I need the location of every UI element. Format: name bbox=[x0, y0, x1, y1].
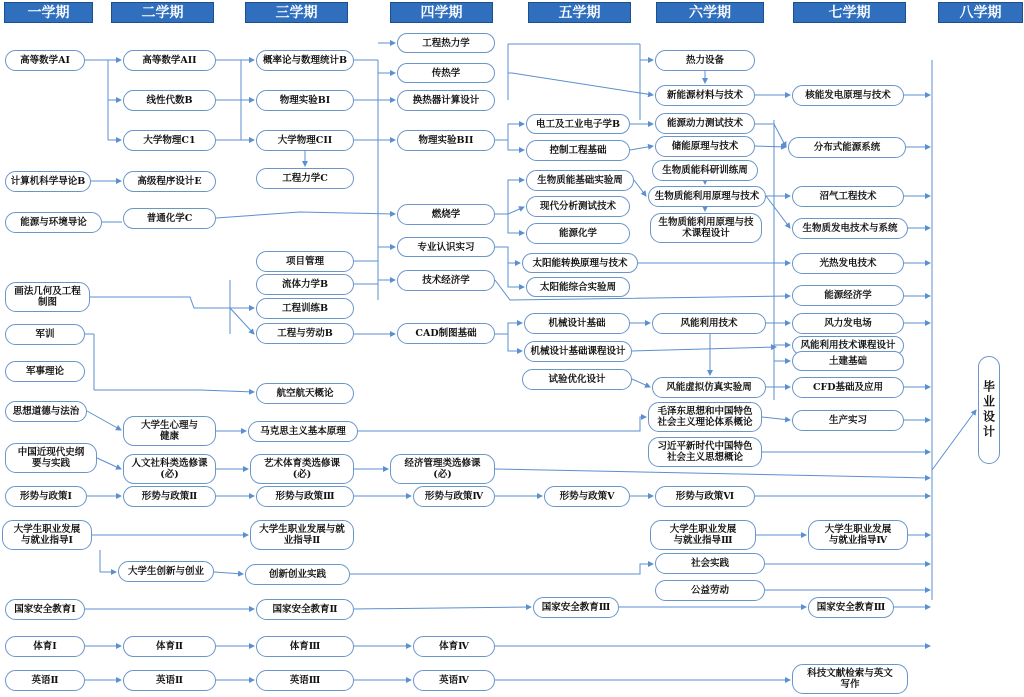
course-node: 能源与环境导论 bbox=[5, 212, 102, 233]
course-node: 项目管理 bbox=[256, 251, 354, 272]
course-node: 国家安全教育Ⅲ bbox=[533, 597, 619, 618]
course-node: 能源经济学 bbox=[792, 285, 904, 306]
course-node: 技术经济学 bbox=[397, 270, 495, 291]
connector-line bbox=[508, 214, 524, 233]
course-node: 体育Ⅳ bbox=[413, 636, 495, 657]
course-node: 沼气工程技术 bbox=[792, 186, 904, 207]
course-node: 工程热力学 bbox=[397, 33, 495, 53]
course-node: 物理实验BII bbox=[397, 130, 495, 151]
semester-header-4: 四学期 bbox=[390, 2, 493, 23]
course-node: 物理实验BI bbox=[256, 90, 354, 111]
course-node: 形势与政策Ⅵ bbox=[655, 486, 755, 507]
connector-line bbox=[350, 564, 653, 574]
course-node: 中国近现代史纲 要与实践 bbox=[5, 443, 97, 473]
course-node: 能源化学 bbox=[526, 223, 630, 244]
connector-line bbox=[97, 458, 121, 469]
connector-line bbox=[495, 469, 930, 478]
connector-line bbox=[230, 308, 254, 334]
course-node: 换热器计算设计 bbox=[397, 90, 495, 111]
course-node: 试验优化设计 bbox=[522, 369, 632, 390]
connector-line bbox=[762, 417, 790, 420]
course-node: 体育Ⅱ bbox=[123, 636, 216, 657]
connector-line bbox=[634, 180, 646, 196]
connector-line bbox=[640, 44, 653, 60]
course-node: 生物质能基础实验周 bbox=[526, 170, 634, 191]
course-node: 大学生创新与创业 bbox=[118, 561, 214, 582]
course-node: 公益劳动 bbox=[655, 580, 765, 601]
connector-line bbox=[216, 212, 395, 218]
course-node: 热力设备 bbox=[655, 50, 755, 71]
semester-header-7: 七学期 bbox=[793, 2, 906, 23]
connector-line bbox=[755, 124, 786, 147]
connector-line bbox=[200, 390, 254, 392]
course-node: 高等数学AII bbox=[123, 50, 216, 71]
course-node: 科技文献检索与英文 写作 bbox=[792, 664, 908, 694]
course-node: 控制工程基础 bbox=[526, 140, 630, 161]
course-node: 储能原理与技术 bbox=[655, 136, 755, 157]
semester-header-8: 八学期 bbox=[938, 2, 1023, 23]
course-node: 艺术体育类选修课 (必) bbox=[250, 454, 354, 484]
semester-header-2: 二学期 bbox=[111, 2, 214, 23]
course-node: 军训 bbox=[5, 324, 85, 345]
course-node: 画法几何及工程 制图 bbox=[5, 282, 90, 312]
course-node: 马克思主义基本原理 bbox=[248, 421, 358, 442]
course-node: 国家安全教育Ⅱ bbox=[256, 599, 354, 620]
graduation-design-node: 毕业设计 bbox=[978, 356, 1000, 464]
course-node: 大学物理CII bbox=[256, 130, 354, 151]
course-node: 大学生心理与 健康 bbox=[123, 416, 216, 446]
course-node: CFD基础及应用 bbox=[792, 377, 904, 398]
course-node: 高等数学AⅠ bbox=[5, 50, 85, 71]
connector-line bbox=[632, 379, 650, 387]
course-node: 太阳能转换原理与技术 bbox=[522, 253, 638, 273]
connector-line bbox=[495, 323, 522, 334]
course-node: 形势与政策Ⅰ bbox=[5, 486, 87, 507]
course-node: 风能虚拟仿真实验周 bbox=[652, 377, 766, 398]
connector-line bbox=[354, 607, 531, 609]
course-node: 风能利用技术 bbox=[652, 313, 766, 334]
course-node: 国家安全教育Ⅲ bbox=[808, 597, 894, 618]
course-node: 大学生职业发展 与就业指导Ⅰ bbox=[2, 520, 92, 550]
connector-line bbox=[508, 263, 524, 287]
course-node: 高级程序设计E bbox=[123, 171, 216, 192]
course-node: 军事理论 bbox=[5, 361, 85, 382]
connector-line bbox=[630, 146, 653, 150]
course-node: 英语Ⅱ bbox=[5, 670, 85, 691]
course-node: 体育Ⅰ bbox=[5, 636, 85, 657]
course-node: 工程与劳动B bbox=[256, 323, 354, 344]
course-node: 国家安全教育Ⅰ bbox=[5, 599, 85, 620]
course-node: 计算机科学导论B bbox=[5, 171, 91, 192]
course-node: 现代分析测试技术 bbox=[526, 196, 630, 217]
course-node: 创新创业实践 bbox=[245, 564, 350, 585]
course-node: 人文社科类选修课 (必) bbox=[123, 454, 216, 484]
course-node: 光热发电技术 bbox=[792, 253, 904, 274]
course-node: 生物质能利用原理与技 术课程设计 bbox=[650, 213, 762, 243]
connector-line bbox=[508, 207, 524, 214]
course-node: 大学生职业发展 与就业指导Ⅲ bbox=[650, 520, 756, 550]
connector-line bbox=[766, 196, 790, 228]
course-node: 大学生职业发展 与就业指导Ⅳ bbox=[808, 520, 908, 550]
connector-line bbox=[87, 411, 121, 430]
connector-line bbox=[755, 146, 786, 147]
course-node: 流体力学B bbox=[256, 274, 354, 295]
course-node: 英语Ⅱ bbox=[123, 670, 216, 691]
connector-line bbox=[932, 410, 976, 470]
course-node: 能源动力测试技术 bbox=[655, 113, 755, 134]
connector-line bbox=[632, 347, 776, 351]
course-node: 燃烧学 bbox=[397, 204, 495, 225]
course-node: 社会实践 bbox=[655, 553, 765, 574]
course-node: 土建基础 bbox=[792, 351, 904, 371]
course-node: 形势与政策Ⅴ bbox=[544, 486, 630, 507]
connector-line bbox=[508, 334, 522, 351]
semester-header-1: 一学期 bbox=[4, 2, 93, 23]
course-node: 电工及工业电子学B bbox=[526, 114, 630, 134]
course-node: CAD制图基础 bbox=[397, 323, 495, 344]
course-node: 风力发电场 bbox=[792, 313, 904, 334]
course-node: 工程训练B bbox=[256, 298, 354, 319]
course-node: 形势与政策Ⅲ bbox=[256, 486, 354, 507]
connector-line bbox=[358, 417, 646, 431]
course-node: 习近平新时代中国特色 社会主义思想概论 bbox=[648, 437, 762, 467]
course-node: 工程力学C bbox=[256, 168, 354, 189]
course-node: 生物质能利用原理与技术 bbox=[648, 186, 766, 207]
semester-header-6: 六学期 bbox=[656, 2, 764, 23]
course-node: 核能发电原理与技术 bbox=[792, 85, 904, 106]
course-node: 大学物理C1 bbox=[123, 130, 216, 151]
course-node: 机械设计基础课程设计 bbox=[524, 341, 632, 362]
connector-line bbox=[508, 73, 653, 95]
course-node: 生产实习 bbox=[792, 410, 904, 431]
course-node: 形势与政策Ⅳ bbox=[413, 486, 495, 507]
course-node: 航空航天概论 bbox=[256, 383, 354, 404]
course-node: 线性代数B bbox=[123, 90, 216, 111]
connector-line bbox=[495, 247, 520, 263]
course-node: 形势与政策Ⅱ bbox=[123, 486, 216, 507]
connector-line bbox=[508, 140, 524, 150]
course-node: 传热学 bbox=[397, 63, 495, 83]
course-node: 概率论与数理统计B bbox=[256, 50, 354, 71]
connector-line bbox=[495, 124, 524, 140]
semester-header-5: 五学期 bbox=[528, 2, 631, 23]
connector-line bbox=[90, 297, 254, 308]
course-node: 思想道德与法治 bbox=[5, 401, 87, 422]
course-node: 生物质发电技术与系统 bbox=[792, 218, 908, 239]
course-node: 风能利用技术课程设计 bbox=[792, 336, 904, 355]
course-node: 分布式能源系统 bbox=[788, 137, 906, 158]
course-node: 太阳能综合实验周 bbox=[526, 277, 630, 297]
course-node: 普通化学C bbox=[123, 208, 216, 229]
connector-line bbox=[214, 572, 243, 574]
course-node: 大学生职业发展与就 业指导Ⅱ bbox=[250, 520, 354, 550]
course-node: 经济管理类选修课 (必) bbox=[390, 454, 495, 484]
course-node: 生物质能科研训练周 bbox=[652, 160, 758, 181]
course-node: 体育Ⅲ bbox=[256, 636, 354, 657]
course-node: 机械设计基础 bbox=[524, 313, 630, 334]
course-node: 英语Ⅳ bbox=[413, 670, 495, 691]
course-node: 毛泽东思想和中国特色 社会主义理论体系概论 bbox=[648, 402, 762, 432]
semester-header-3: 三学期 bbox=[245, 2, 348, 23]
course-node: 新能源材料与技术 bbox=[655, 85, 755, 106]
course-node: 专业认识实习 bbox=[397, 237, 495, 257]
course-node: 英语Ⅲ bbox=[256, 670, 354, 691]
